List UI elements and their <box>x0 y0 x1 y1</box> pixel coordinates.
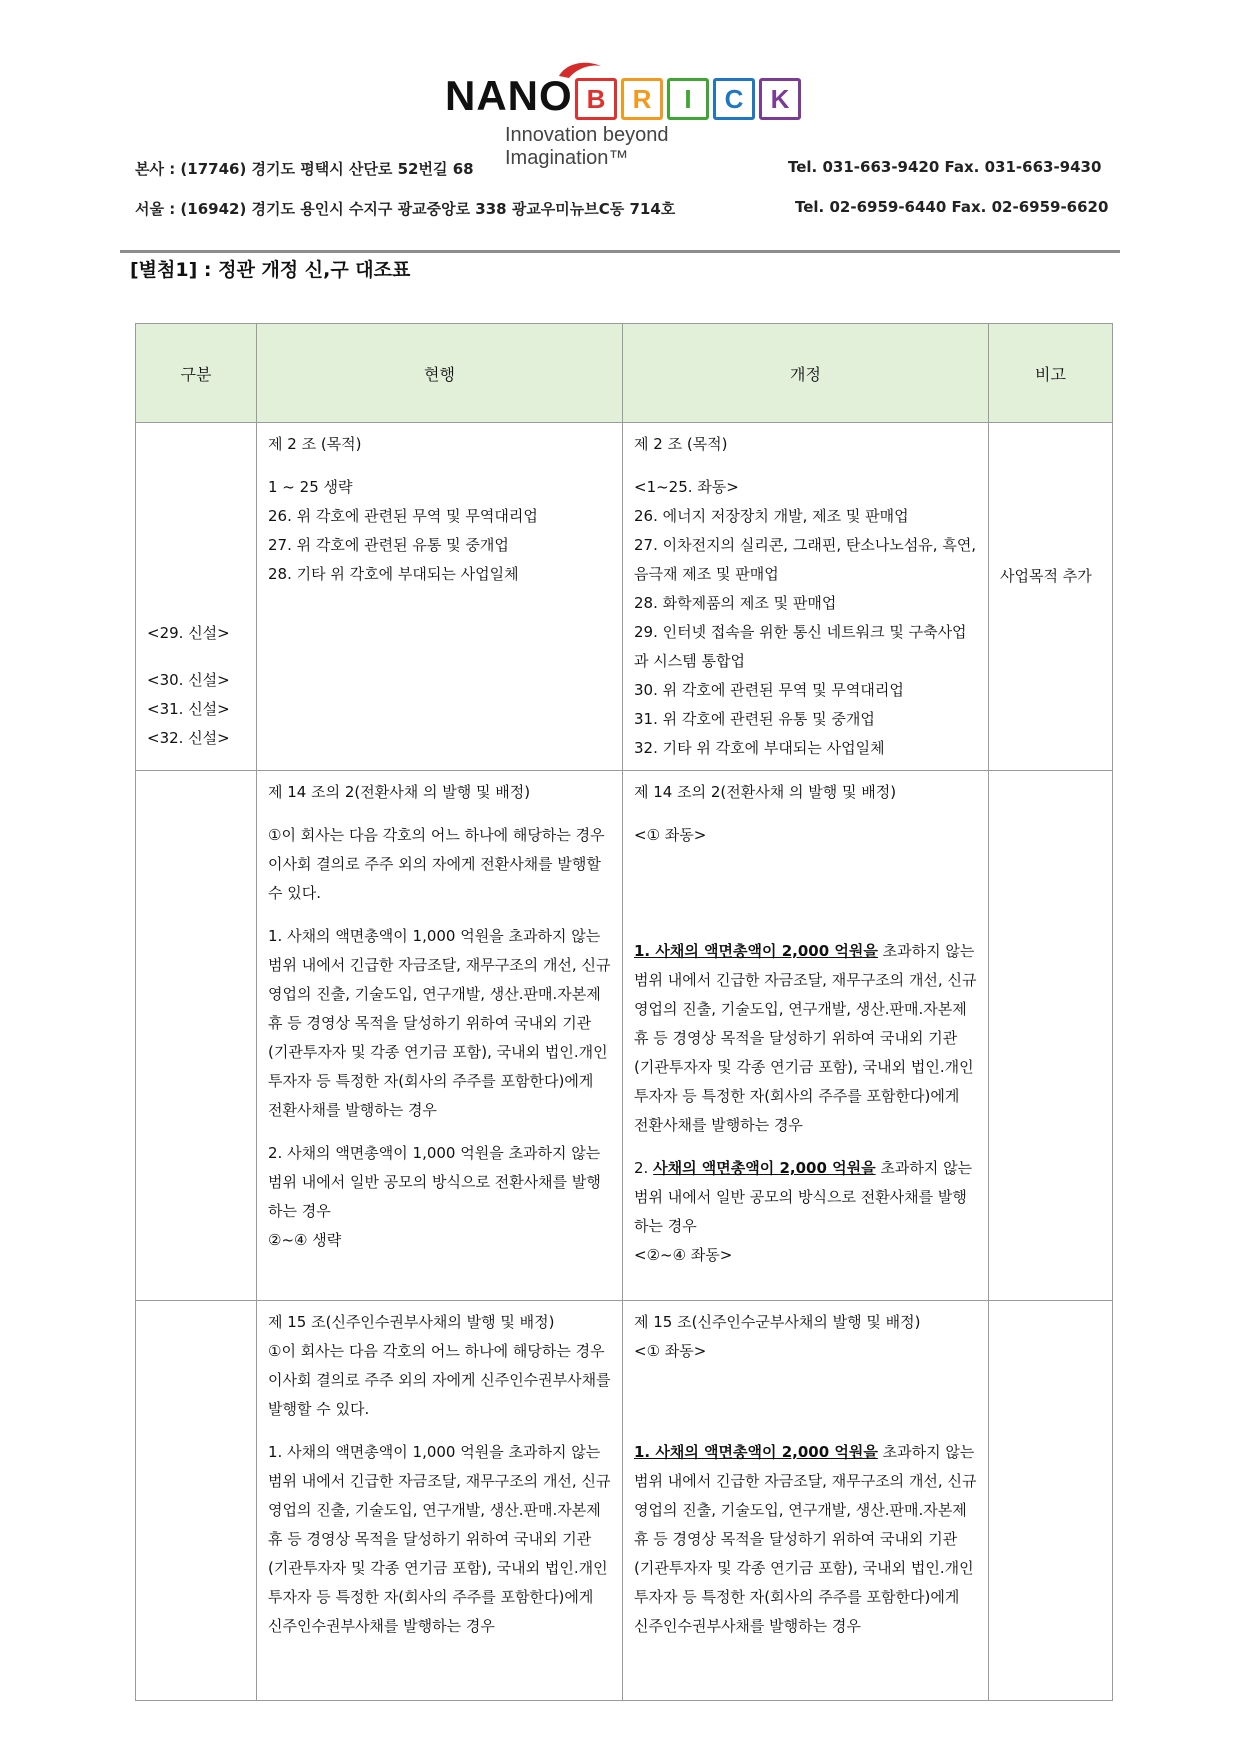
logo-brick-k: K <box>759 78 801 120</box>
table-row <box>136 1301 1113 1701</box>
amended-amount: 1. 사채의 액면총액이 2,000 억원을 <box>634 1443 878 1461</box>
new-item-31: <31. 신설> <box>147 700 230 718</box>
table-row <box>136 423 1113 771</box>
row2-remarks-cell <box>989 771 1113 1301</box>
logo-brick-r: R <box>621 78 663 120</box>
new-item-32: <32. 신설> <box>147 729 230 747</box>
seoul-contact: Tel. 02-6959-6440 Fax. 02-6959-6620 <box>795 198 1109 216</box>
revised-para-2-rest: 초과하지 않는 범위 내에서 긴급한 자금조달, 재무구조의 개선, 신규 영업의 진출, 기술도입, 연구개발, 생산.판매.자본제휴 등 경영상 목적을 달성하기 위하여 국내외 기관(기관투자자 및 각종 연기금 포함), 국내외 법인.개인투자자 등 특정한 자(회사의 주주를 포함한다)에게 전환사채를 발행하는 경우 <box>634 942 977 1134</box>
revised-para-3-number: 2. <box>634 1159 654 1177</box>
revised-item: 31. 위 각호에 관련된 유통 및 중개업 <box>634 710 875 728</box>
row3-remarks-cell <box>989 1301 1113 1701</box>
current-item: 26. 위 각호에 관련된 무역 및 무역대리업 <box>268 507 538 525</box>
current-para-2: 1. 사채의 액면총액이 1,000 억원을 초과하지 않는 범위 내에서 긴급한 자금조달, 재무구조의 개선, 신규 영업의 진출, 기술도입, 연구개발, 생산.판매.자본제휴 등 경영상 목적을 달성하기 위하여 국내외 기관(기관투자자 및 각종 연기금 포함), 국내외 법인.개인투자자 등 특정한 자(회사의 주주를 포함한다)에게 전환사채를 발행하는 경우 <box>268 927 611 1119</box>
new-item-29: <29. 신설> <box>147 624 230 642</box>
comparison-table <box>135 323 1113 1701</box>
article-15-title-revised: 제 15 조(신주인수군부사채의 발행 및 배정) <box>634 1313 921 1331</box>
hq-contact: Tel. 031-663-9420 Fax. 031-663-9430 <box>788 158 1102 176</box>
revised-para-2 <box>634 937 977 1140</box>
table-header-row <box>136 324 1113 423</box>
article-14-2-title-revised: 제 14 조의 2(전환사채 의 발행 및 배정) <box>634 783 897 801</box>
current-para-1: ①이 회사는 다음 각호의 어느 하나에 해당하는 경우 이사회 결의로 주주 외의 자에게 전환사채를 발행할 수 있다. <box>268 826 605 902</box>
article-2-title: 제 2 조 (목적) <box>268 435 362 453</box>
row3-category-cell <box>136 1301 257 1701</box>
revised-para-3 <box>634 1154 977 1241</box>
revised-para-1: <① 좌동> <box>634 826 707 844</box>
article-2-title-revised: 제 2 조 (목적) <box>634 435 728 453</box>
amended-amount: 사채의 액면총액이 2,000 억원을 <box>653 1159 876 1177</box>
revised-para-3-rest: 초과하지 않는 범위 내에서 일반 공모의 방식으로 전환사채를 발행하는 경우 <box>634 1159 973 1235</box>
row3-revised-cell <box>623 1301 989 1701</box>
row1-category-cell <box>136 423 257 771</box>
revised-item: 32. 기타 위 각호에 부대되는 사업일체 <box>634 739 885 757</box>
revised-item: 26. 에너지 저장장치 개발, 제조 및 판매업 <box>634 507 909 525</box>
row2-category-cell <box>136 771 257 1301</box>
hq-address: 본사 : (17746) 경기도 평택시 산단로 52번길 68 <box>135 160 474 178</box>
header-current: 현행 <box>257 324 623 423</box>
current-item: 28. 기타 위 각호에 부대되는 사업일체 <box>268 565 519 583</box>
revised-item: <1~25. 좌동> <box>634 478 739 496</box>
revised-item: 29. 인터넷 접속을 위한 통신 네트워크 및 구축사업과 시스템 통합업 <box>634 623 967 670</box>
revised-para-2-rest: 초과하지 않는 범위 내에서 긴급한 자금조달, 재무구조의 개선, 신규 영업의 진출, 기술도입, 연구개발, 생산.판매.자본제휴 등 경영상 목적을 달성하기 위하여 국내외 기관(기관투자자 및 각종 연기금 포함), 국내외 법인.개인투자자 등 특정한 자(회사의 주주를 포함한다)에게 신주인수권부사채를 발행하는 경우 <box>634 1443 977 1635</box>
header-category: 구분 <box>136 324 257 423</box>
revised-para-1: <① 좌동> <box>634 1342 707 1360</box>
remark-purpose-added: 사업목적 추가 <box>1000 567 1092 585</box>
seoul-address: 서울 : (16942) 경기도 용인시 수지구 광교중앙로 338 광교우미뉴브C동 714호 <box>135 200 676 218</box>
current-para-2: 1. 사채의 액면총액이 1,000 억원을 초과하지 않는 범위 내에서 긴급한 자금조달, 재무구조의 개선, 신규 영업의 진출, 기술도입, 연구개발, 생산.판매.자본제휴 등 경영상 목적을 달성하기 위하여 국내외 기관(기관투자자 및 각종 연기금 포함), 국내외 법인.개인투자자 등 특정한 자(회사의 주주를 포함한다)에게 신주인수권부사채를 발행하는 경우 <box>268 1443 611 1635</box>
row3-current-cell <box>257 1301 623 1701</box>
logo-brick-b: B <box>575 78 617 120</box>
row1-remarks-cell <box>989 423 1113 771</box>
attachment-title: [별첨1] : 정관 개정 신,구 대조표 <box>130 259 411 281</box>
logo-brick-c: C <box>713 78 755 120</box>
row1-revised-cell <box>623 423 989 771</box>
row1-current-cell <box>257 423 623 771</box>
header-divider <box>120 250 1120 253</box>
header-revised: 개정 <box>623 324 989 423</box>
revised-para-2 <box>634 1438 977 1641</box>
article-14-2-title: 제 14 조의 2(전환사채 의 발행 및 배정) <box>268 783 531 801</box>
amended-amount: 1. 사채의 액면총액이 2,000 억원을 <box>634 942 878 960</box>
revised-item: 27. 이차전지의 실리콘, 그래핀, 탄소나노섬유, 흑연, 음극재 제조 및 판매업 <box>634 536 977 583</box>
revised-item: 28. 화학제품의 제조 및 판매업 <box>634 594 837 612</box>
row2-current-cell <box>257 771 623 1301</box>
current-para-4: ②~④ 생략 <box>268 1231 342 1249</box>
current-para-1: ①이 회사는 다음 각호의 어느 하나에 해당하는 경우 이사회 결의로 주주 외의 자에게 신주인수권부사채를 발행할 수 있다. <box>268 1342 611 1418</box>
header-remarks: 비고 <box>989 324 1113 423</box>
article-15-title: 제 15 조(신주인수권부사채의 발행 및 배정) <box>268 1313 555 1331</box>
logo-bricks <box>575 78 801 120</box>
row2-revised-cell <box>623 771 989 1301</box>
current-para-3: 2. 사채의 액면총액이 1,000 억원을 초과하지 않는 범위 내에서 일반 공모의 방식으로 전환사채를 발행하는 경우 <box>268 1144 601 1220</box>
company-logo <box>445 58 795 169</box>
logo-tagline: Innovation beyond Imagination™ <box>505 124 669 169</box>
table-row <box>136 771 1113 1301</box>
current-item: 27. 위 각호에 관련된 유통 및 중개업 <box>268 536 509 554</box>
current-item: 1 ~ 25 생략 <box>268 478 353 496</box>
logo-brick-i: I <box>667 78 709 120</box>
revised-item: 30. 위 각호에 관련된 무역 및 무역대리업 <box>634 681 904 699</box>
logo-nano-text: NANO <box>445 72 573 119</box>
new-item-30: <30. 신설> <box>147 671 230 689</box>
revised-para-4: <②~④ 좌동> <box>634 1246 733 1264</box>
